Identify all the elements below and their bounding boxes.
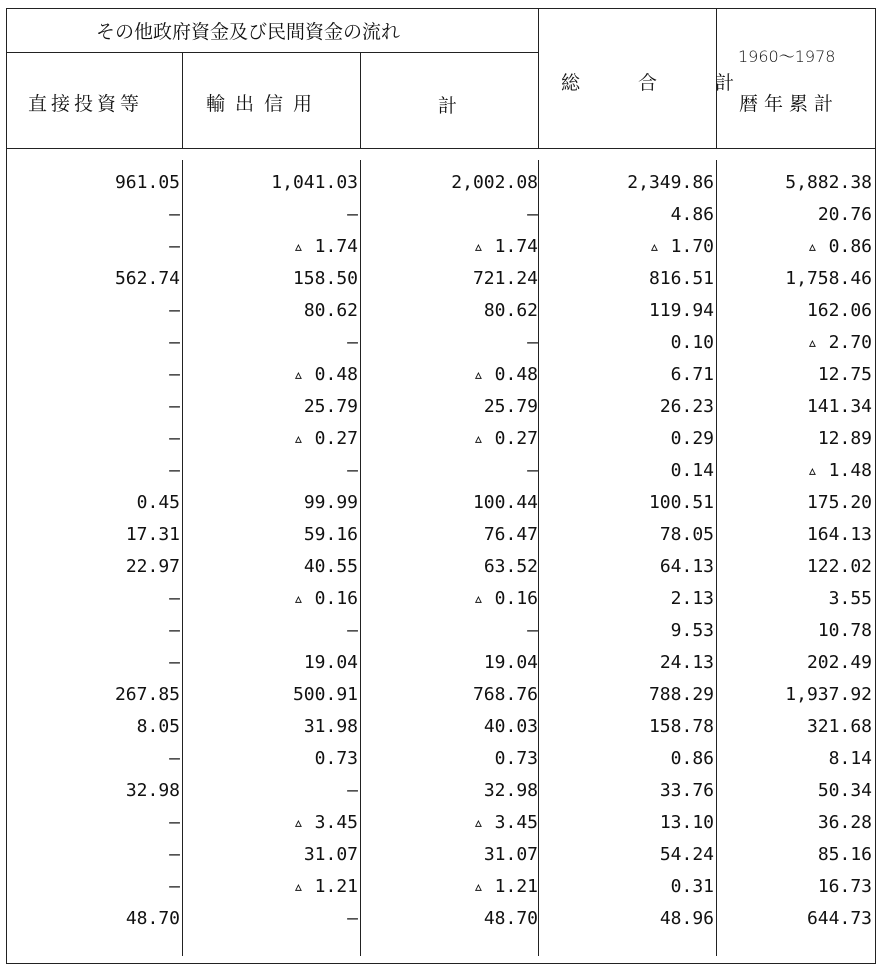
cell-grand-total: 0.14 <box>670 460 714 481</box>
cell-export-credit: — <box>347 780 358 801</box>
cell-direct-investment: 267.85 <box>114 684 180 705</box>
cell-grand-total: 24.13 <box>659 652 714 673</box>
cell-export-credit: 31.98 <box>303 716 358 737</box>
table-row <box>0 295 884 327</box>
table-row <box>0 743 884 775</box>
cell-export-credit: ▵ 0.48 <box>292 364 358 385</box>
cell-cumulative: 164.13 <box>806 524 872 545</box>
cell-export-credit: 25.79 <box>303 396 358 417</box>
col-cumulative-years: 1960～1978 <box>738 47 836 66</box>
cell-subtotal: ▵ 0.48 <box>472 364 538 385</box>
cell-subtotal: — <box>527 332 538 353</box>
table-row <box>0 679 884 711</box>
cell-export-credit: 0.73 <box>314 748 358 769</box>
cell-direct-investment: — <box>169 620 180 641</box>
cell-cumulative: 12.75 <box>817 364 872 385</box>
cell-grand-total: 788.29 <box>648 684 714 705</box>
table-row <box>0 231 884 263</box>
cell-export-credit: ▵ 0.16 <box>292 588 358 609</box>
header-divider-3 <box>538 8 539 148</box>
cell-export-credit: 99.99 <box>303 492 358 513</box>
cell-subtotal: ▵ 1.21 <box>472 876 538 897</box>
table-row <box>0 903 884 935</box>
table-row <box>0 583 884 615</box>
cell-export-credit: 31.07 <box>303 844 358 865</box>
cell-export-credit: — <box>347 332 358 353</box>
cell-subtotal: 768.76 <box>472 684 538 705</box>
cell-grand-total: 0.29 <box>670 428 714 449</box>
cell-subtotal: 31.07 <box>483 844 538 865</box>
cell-grand-total: 26.23 <box>659 396 714 417</box>
cell-direct-investment: — <box>169 460 180 481</box>
cell-grand-total: 48.96 <box>659 908 714 929</box>
cell-subtotal: 76.47 <box>483 524 538 545</box>
col-grand-total: 総 合 計 <box>561 72 761 94</box>
cell-direct-investment: — <box>169 428 180 449</box>
cell-grand-total: 6.71 <box>670 364 714 385</box>
table-row <box>0 711 884 743</box>
cell-grand-total: 0.86 <box>670 748 714 769</box>
cell-grand-total: 2.13 <box>670 588 714 609</box>
cell-cumulative: 12.89 <box>817 428 872 449</box>
cell-grand-total: 100.51 <box>648 492 714 513</box>
cell-direct-investment: — <box>169 236 180 257</box>
table-row <box>0 871 884 903</box>
cell-cumulative: 321.68 <box>806 716 872 737</box>
cell-grand-total: ▵ 1.70 <box>648 236 714 257</box>
cell-direct-investment: — <box>169 748 180 769</box>
cell-subtotal: ▵ 3.45 <box>472 812 538 833</box>
cell-grand-total: 78.05 <box>659 524 714 545</box>
cell-direct-investment: 17.31 <box>125 524 180 545</box>
cell-subtotal: ▵ 1.74 <box>472 236 538 257</box>
header-divider-2 <box>360 52 361 148</box>
cell-direct-investment: 0.45 <box>136 492 180 513</box>
cell-cumulative: 3.55 <box>828 588 872 609</box>
cell-subtotal: 100.44 <box>472 492 538 513</box>
cell-export-credit: ▵ 1.74 <box>292 236 358 257</box>
cell-export-credit: — <box>347 460 358 481</box>
cell-grand-total: 158.78 <box>648 716 714 737</box>
cell-subtotal: 2,002.08 <box>451 172 538 193</box>
cell-subtotal: 63.52 <box>483 556 538 577</box>
table-row <box>0 359 884 391</box>
cell-export-credit: 158.50 <box>292 268 358 289</box>
cell-subtotal: — <box>527 204 538 225</box>
cell-grand-total: 0.31 <box>670 876 714 897</box>
table-row <box>0 455 884 487</box>
header-group-divider <box>6 52 538 53</box>
cell-subtotal: 721.24 <box>472 268 538 289</box>
cell-cumulative: 5,882.38 <box>785 172 872 193</box>
cell-direct-investment: — <box>169 396 180 417</box>
cell-cumulative: ▵ 1.48 <box>806 460 872 481</box>
cell-subtotal: — <box>527 460 538 481</box>
col-cumulative-label: 暦年累計 <box>739 93 840 115</box>
cell-grand-total: 54.24 <box>659 844 714 865</box>
cell-subtotal: 19.04 <box>483 652 538 673</box>
cell-direct-investment: — <box>169 364 180 385</box>
cell-direct-investment: 22.97 <box>125 556 180 577</box>
cell-grand-total: 0.10 <box>670 332 714 353</box>
table-row <box>0 391 884 423</box>
cell-cumulative: ▵ 0.86 <box>806 236 872 257</box>
cell-grand-total: 64.13 <box>659 556 714 577</box>
group-title: その他政府資金及び民間資金の流れ <box>96 21 401 43</box>
cell-subtotal: ▵ 0.27 <box>472 428 538 449</box>
cell-grand-total: 13.10 <box>659 812 714 833</box>
cell-export-credit: 59.16 <box>303 524 358 545</box>
table-row <box>0 167 884 199</box>
cell-direct-investment: 562.74 <box>114 268 180 289</box>
header-divider-1 <box>182 52 183 148</box>
cell-subtotal: 40.03 <box>483 716 538 737</box>
table-row <box>0 615 884 647</box>
cell-cumulative: 16.73 <box>817 876 872 897</box>
col-direct-investment: 直接投資等 <box>28 93 144 115</box>
table-row <box>0 487 884 519</box>
table-row <box>0 327 884 359</box>
cell-cumulative: 36.28 <box>817 812 872 833</box>
cell-subtotal: 0.73 <box>494 748 538 769</box>
cell-direct-investment: — <box>169 812 180 833</box>
cell-direct-investment: — <box>169 204 180 225</box>
col-subtotal: 計 <box>438 95 460 117</box>
table-row <box>0 199 884 231</box>
cell-direct-investment: — <box>169 844 180 865</box>
cell-cumulative: 122.02 <box>806 556 872 577</box>
cell-export-credit: 1,041.03 <box>271 172 358 193</box>
table-row <box>0 839 884 871</box>
cell-cumulative: 20.76 <box>817 204 872 225</box>
cell-grand-total: 816.51 <box>648 268 714 289</box>
table-row <box>0 807 884 839</box>
cell-subtotal: 32.98 <box>483 780 538 801</box>
table-row <box>0 775 884 807</box>
cell-export-credit: 19.04 <box>303 652 358 673</box>
cell-direct-investment: — <box>169 332 180 353</box>
cell-export-credit: 40.55 <box>303 556 358 577</box>
cell-export-credit: ▵ 1.21 <box>292 876 358 897</box>
cell-grand-total: 119.94 <box>648 300 714 321</box>
cell-direct-investment: — <box>169 876 180 897</box>
cell-direct-investment: 48.70 <box>125 908 180 929</box>
cell-subtotal: 48.70 <box>483 908 538 929</box>
cell-grand-total: 2,349.86 <box>627 172 714 193</box>
cell-direct-investment: 32.98 <box>125 780 180 801</box>
table-row <box>0 263 884 295</box>
cell-cumulative: 202.49 <box>806 652 872 673</box>
table-row <box>0 551 884 583</box>
cell-cumulative: 8.14 <box>828 748 872 769</box>
cell-grand-total: 9.53 <box>670 620 714 641</box>
cell-direct-investment: 961.05 <box>114 172 180 193</box>
table-row <box>0 519 884 551</box>
cell-grand-total: 33.76 <box>659 780 714 801</box>
header-bottom-rule <box>6 148 876 149</box>
cell-export-credit: ▵ 3.45 <box>292 812 358 833</box>
cell-cumulative: 50.34 <box>817 780 872 801</box>
cell-cumulative: 141.34 <box>806 396 872 417</box>
cell-cumulative: 644.73 <box>806 908 872 929</box>
cell-export-credit: — <box>347 908 358 929</box>
cell-cumulative: 85.16 <box>817 844 872 865</box>
cell-subtotal: — <box>527 620 538 641</box>
table-row <box>0 647 884 679</box>
cell-export-credit: 80.62 <box>303 300 358 321</box>
cell-grand-total: 4.86 <box>670 204 714 225</box>
cell-cumulative: 1,937.92 <box>785 684 872 705</box>
table-row <box>0 423 884 455</box>
cell-export-credit: ▵ 0.27 <box>292 428 358 449</box>
cell-export-credit: — <box>347 620 358 641</box>
cell-cumulative: 175.20 <box>806 492 872 513</box>
cell-cumulative: 10.78 <box>817 620 872 641</box>
cell-cumulative: ▵ 2.70 <box>806 332 872 353</box>
cell-subtotal: 80.62 <box>483 300 538 321</box>
cell-direct-investment: — <box>169 652 180 673</box>
col-export-credit: 輸出信用 <box>206 93 323 115</box>
cell-cumulative: 1,758.46 <box>785 268 872 289</box>
cell-cumulative: 162.06 <box>806 300 872 321</box>
cell-direct-investment: — <box>169 588 180 609</box>
cell-direct-investment: — <box>169 300 180 321</box>
cell-direct-investment: 8.05 <box>136 716 180 737</box>
cell-subtotal: 25.79 <box>483 396 538 417</box>
cell-subtotal: ▵ 0.16 <box>472 588 538 609</box>
cell-export-credit: 500.91 <box>292 684 358 705</box>
cell-export-credit: — <box>347 204 358 225</box>
